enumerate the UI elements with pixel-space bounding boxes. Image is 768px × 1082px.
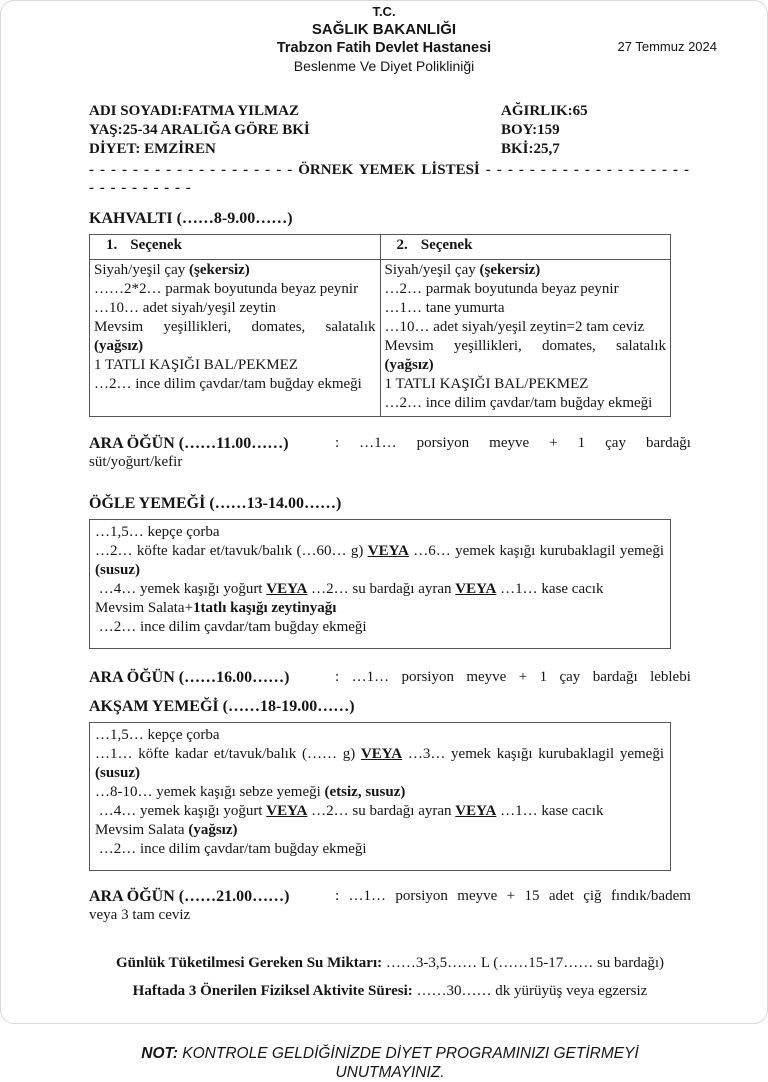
menu-line: …2… ince dilim çavdar/tam buğday ekmeği <box>95 619 367 635</box>
snack-text: : …1… porsiyon meyve + 15 adet çiğ fındık/badem <box>335 888 691 904</box>
option2-cell <box>380 260 671 417</box>
menu-line: Mevsim Salata+1tatlı kaşığı zeytinyağı <box>95 600 337 616</box>
patient-weight: AĞIRLIK:65 <box>501 103 588 119</box>
header-tc: T.C. <box>372 4 396 19</box>
snack-row <box>89 434 691 453</box>
snack-heading: ARA ÖĞÜN (……21.00……) <box>89 888 290 905</box>
menu-line: …1,5… kepçe çorba <box>95 727 220 743</box>
menu-line: Mevsim Salata (yağsız) <box>95 822 238 838</box>
list-title-divider <box>89 161 689 197</box>
menu-line: …4… yemek kaşığı yoğurt VEYA …2… su bardağı ayran VEYA …1… kase cacık <box>95 803 604 819</box>
menu-line: …10… adet siyah/yeşil zeytin <box>94 300 277 316</box>
option1-number: 1. <box>106 237 118 253</box>
list-title: ÖRNEK YEMEK LİSTESİ <box>298 162 480 178</box>
header-hospital: Trabzon Fatih Devlet Hastanesi <box>276 40 492 56</box>
option2-header <box>380 235 671 260</box>
divider-dashes-left: - - - - - - - - - - - - - - - - - - - <box>89 162 293 178</box>
water-intake-label: Günlük Tüketilmesi Gereken Su Miktarı: <box>115 955 383 971</box>
header-ministry: SAĞLIK BAKANLIĞI <box>311 21 457 38</box>
snack-row <box>89 668 691 687</box>
lunch-box <box>89 519 671 649</box>
menu-line: 1 TATLI KAŞIĞI BAL/PEKMEZ <box>384 376 589 392</box>
table-body-row <box>90 260 671 417</box>
menu-line: …2… parmak boyutunda beyaz peynir <box>384 281 619 297</box>
snack-text: : …1… porsiyon meyve + 1 çay bardağı <box>335 435 691 451</box>
patient-bmi: BKİ:25,7 <box>501 141 560 157</box>
menu-line: …2… ince dilim çavdar/tam buğday ekmeği <box>94 376 362 392</box>
section-heading-lunch: ÖĞLE YEMEĞİ (……13-14.00……) <box>89 495 342 512</box>
patient-diet: DİYET: EMZİREN <box>89 141 216 157</box>
menu-line: …2… köfte kadar et/tavuk/balık (…60… g) VEYA …6… yemek kaşığı kurubaklagil yemeği (susuz) <box>95 543 664 578</box>
menu-line: 1 TATLI KAŞIĞI BAL/PEKMEZ <box>94 357 298 373</box>
water-intake-line <box>89 954 691 973</box>
option1-cell <box>90 260 381 417</box>
patient-age: YAŞ:25-34 ARALIĞA GÖRE BKİ <box>89 122 310 138</box>
option1-header <box>90 235 381 260</box>
divider-dashes-right: - - - - - - - - - - - - - - - - - - - - - - - - - - - - - <box>89 162 689 196</box>
snack-heading: ARA ÖĞÜN (……11.00……) <box>89 435 289 452</box>
note-text: KONTROLE GELDİĞİNİZDE DİYET PROGRAMINIZI GETİRMEYİ UNUTMAYINIZ. <box>177 1045 639 1081</box>
section-heading-breakfast: KAHVALTI (……8-9.00……) <box>89 210 293 227</box>
dinner-box <box>89 722 671 871</box>
snack-text: : …1… porsiyon meyve + 1 çay bardağı leblebi <box>335 669 691 685</box>
menu-line: …1,5… kepçe çorba <box>95 524 220 540</box>
patient-name: ADI SOYADI:FATMA YILMAZ <box>89 103 300 119</box>
snack-row <box>89 887 691 906</box>
menu-line: …2… ince dilim çavdar/tam buğday ekmeği <box>95 841 367 857</box>
snack-text-line2: süt/yoğurt/kefir <box>89 454 183 470</box>
header-clinic: Beslenme Ve Diyet Polikliniği <box>293 58 475 74</box>
water-intake-value: ……3-3,5…… L (……15-17…… su bardağı) <box>382 955 665 971</box>
menu-line: …10… adet siyah/yeşil zeytin=2 tam ceviz <box>384 319 645 335</box>
menu-line: …1… köfte kadar et/tavuk/balık (…… g) VEYA …3… yemek kaşığı kurubaklagil yemeği (susuz) <box>95 746 664 781</box>
snack-heading: ARA ÖĞÜN (……16.00……) <box>89 669 290 686</box>
option2-label: Seçenek <box>420 237 473 253</box>
menu-line: Mevsim yeşillikleri, domates, salatalık (yağsız) <box>94 319 376 354</box>
section-heading-dinner: AKŞAM YEMEĞİ (……18-19.00……) <box>89 698 355 715</box>
activity-line <box>89 982 691 1001</box>
menu-line: Siyah/yeşil çay (şekersiz) <box>94 262 250 278</box>
snack-text-line2: veya 3 tam ceviz <box>89 907 191 923</box>
menu-line: ……2*2… parmak boyutunda beyaz peynir <box>94 281 359 297</box>
note-line <box>89 1044 691 1082</box>
snack-afternoon <box>89 668 691 687</box>
menu-line: Mevsim yeşillikleri, domates, salatalık (yağsız) <box>384 338 666 373</box>
snack-evening <box>89 887 691 925</box>
menu-line: …4… yemek kaşığı yoğurt VEYA …2… su bardağı ayran VEYA …1… kase cacık <box>95 581 604 597</box>
menu-line: …1… tane yumurta <box>384 300 505 316</box>
document-date: 27 Temmuz 2024 <box>617 39 717 54</box>
option2-number: 2. <box>396 237 408 253</box>
patient-height: BOY:159 <box>501 122 560 138</box>
activity-value: ……30…… dk yürüyüş veya egzersiz <box>412 983 648 999</box>
breakfast-options-table <box>89 234 671 417</box>
menu-line: Siyah/yeşil çay (şekersiz) <box>384 262 541 278</box>
table-header-row <box>90 235 671 260</box>
activity-label: Haftada 3 Önerilen Fiziksel Aktivite Süresi: <box>132 983 413 999</box>
note-label: NOT: <box>141 1045 178 1062</box>
patient-info <box>89 102 689 159</box>
option1-label: Seçenek <box>130 237 182 253</box>
menu-line: …8-10… yemek kaşığı sebze yemeği (etsiz, susuz) <box>95 784 406 800</box>
snack-morning <box>89 434 691 472</box>
menu-line: …2… ince dilim çavdar/tam buğday ekmeği <box>384 395 653 411</box>
